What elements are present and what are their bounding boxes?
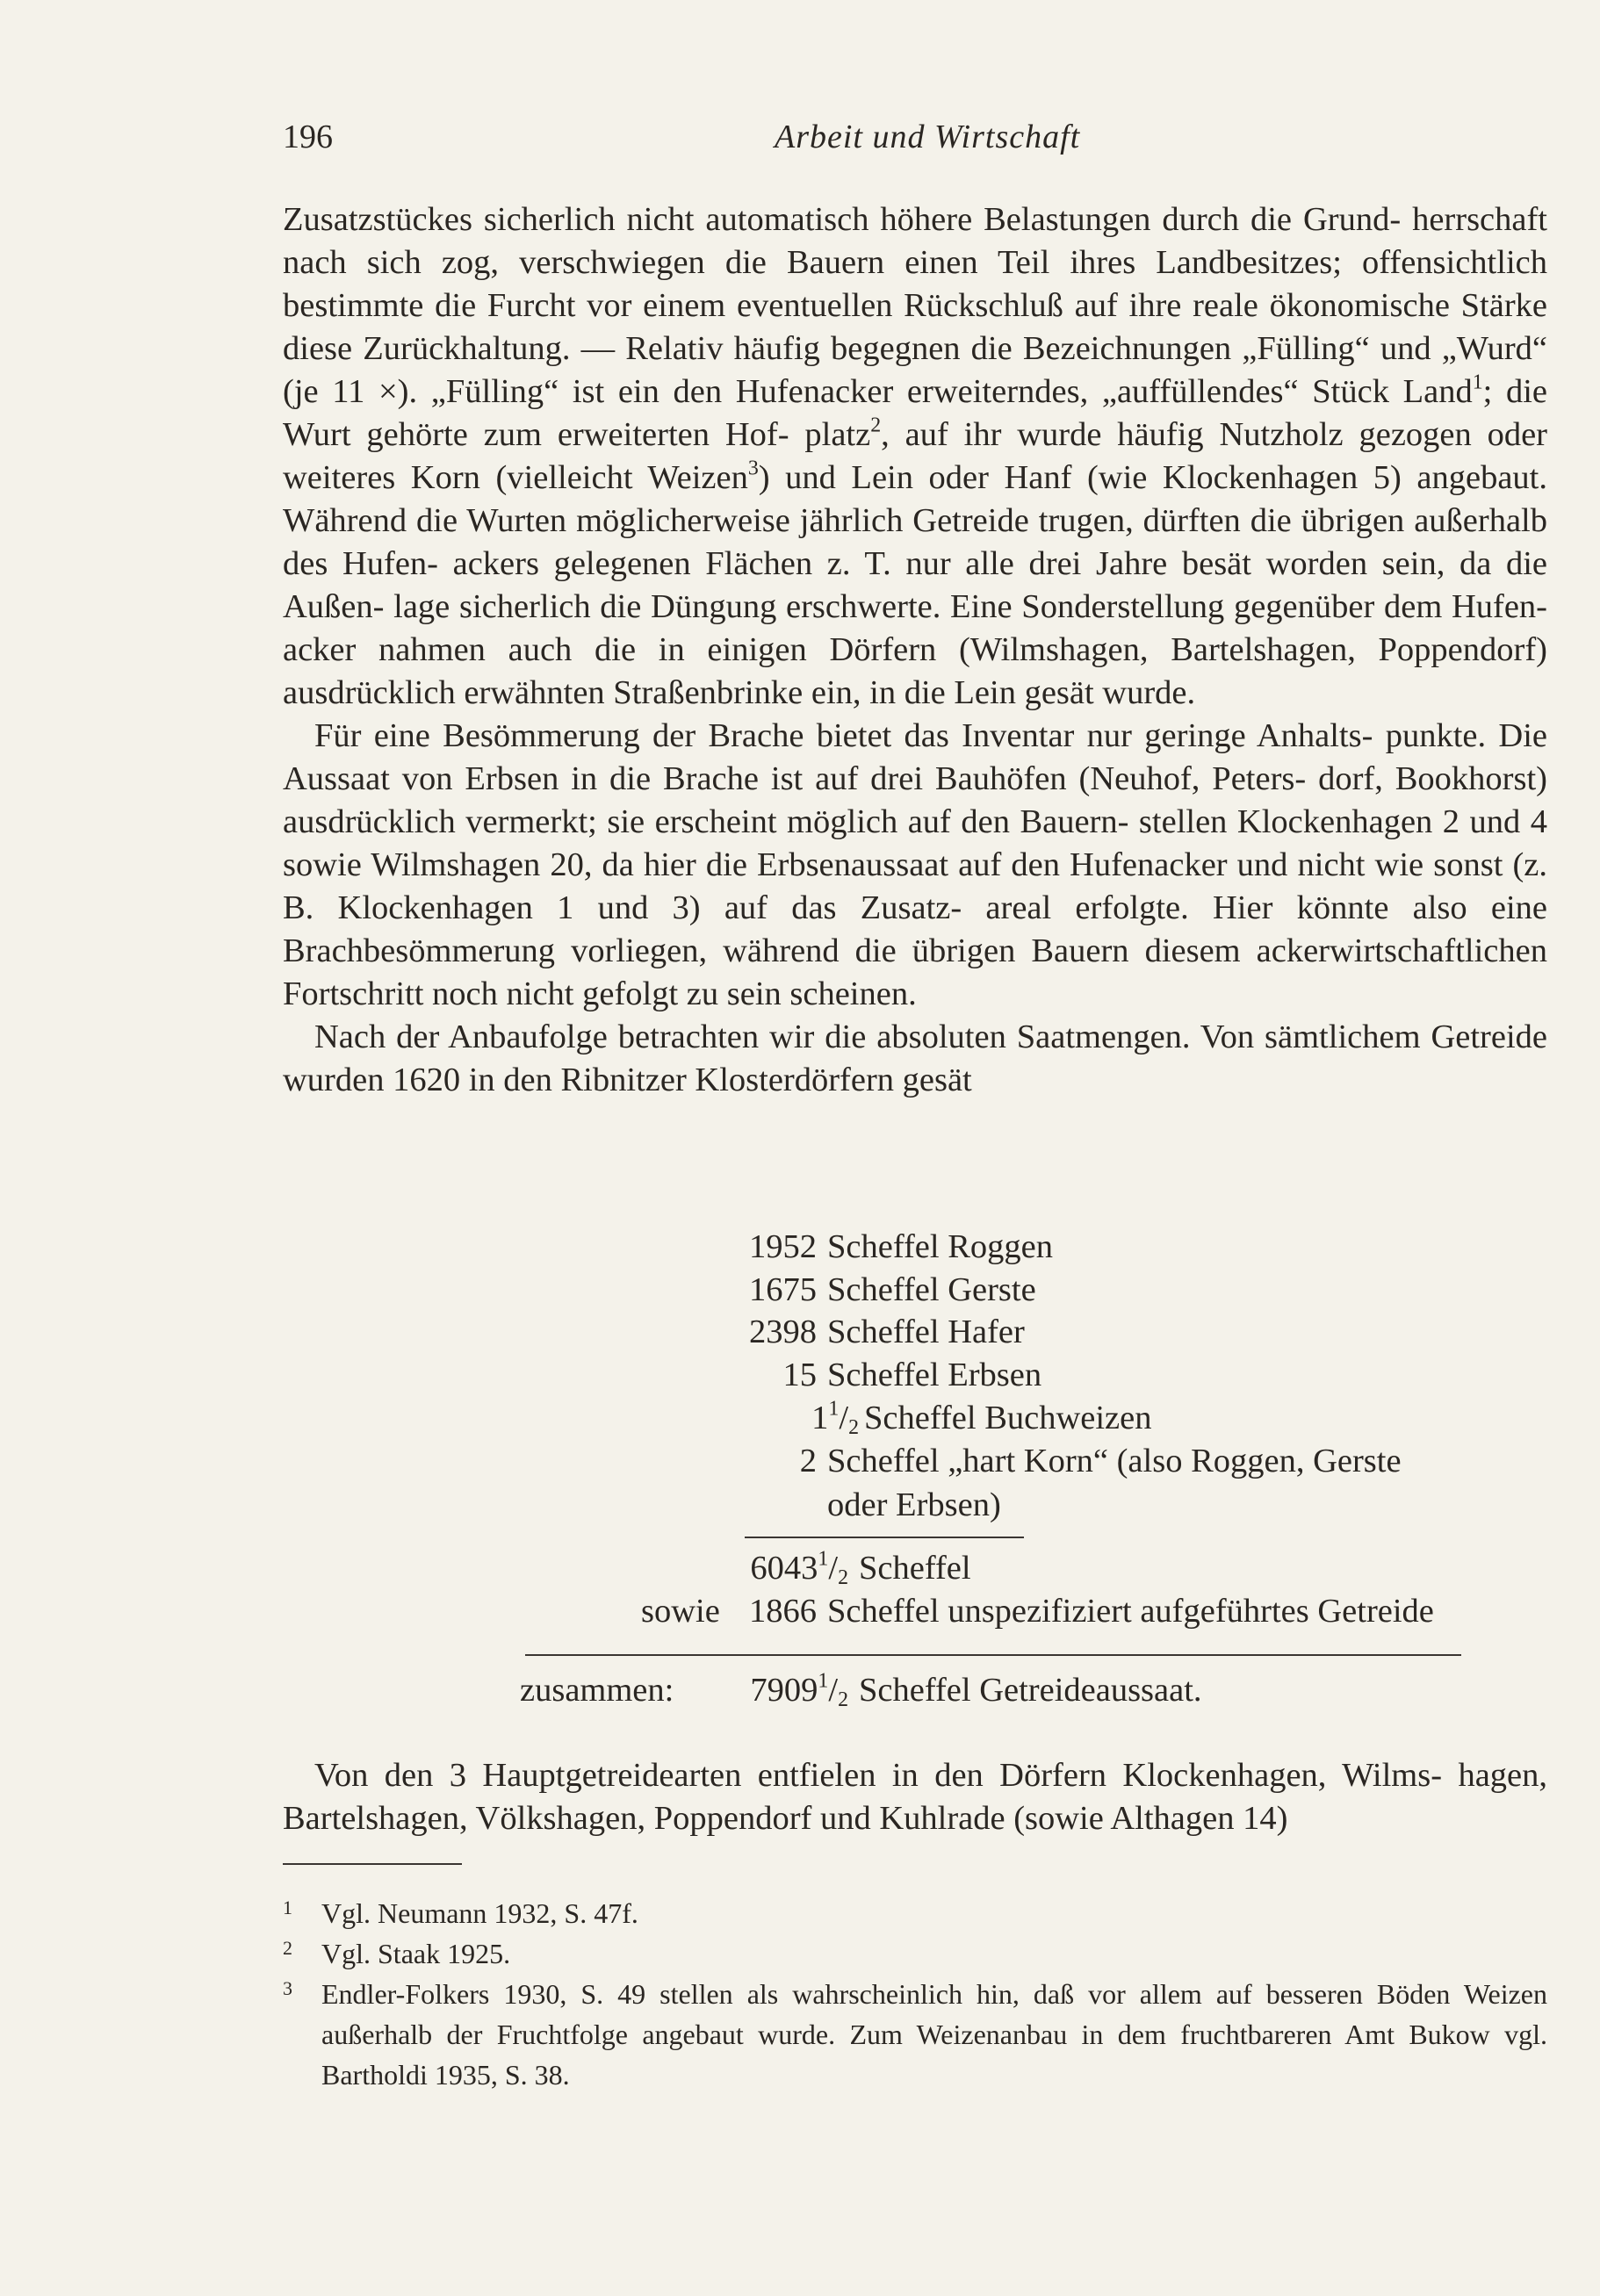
body-text (283, 198, 1547, 1102)
body-text-continued (283, 1754, 1547, 1840)
footnote-text: Vgl. Staak 1925. (321, 1938, 511, 1969)
running-head: Arbeit und Wirtschaft (775, 119, 1081, 155)
footnote-ref-1: 1 (1472, 371, 1483, 394)
book-page: 196 Arbeit und Wirtschaft Zusatzstückes sicherlich nicht automatisch höhere Belastungen durch die Grund- herrschaft nach sich zog, verschwiegen die Bauern einen Teil ihres Landbesitzes; offensichtlich bestimmte die Furcht vor einem eventuellen Rückschluß auf ihre reale ökonomische Stärke diese Zurückhaltung. — Relativ häufig begegnen die Bezeichnungen „Fülling“ und „Wurd“ (je 11 ×). „Fülling“ ist ein den Hufenacker erweiterndes, „auffüllendes“ Stück Land$^1$; die Wurt gehörte zum erweiterten Hof- platz$^2$, auf ihr wurde häufig Nutzholz gezogen oder weiteres Korn (vielleicht Weizen$^3$) und Lein oder Hanf (wie Klockenhagen 5) angebaut. Während die Wurten möglicherweise jährlich Getreide trugen, dürften die übrigen außerhalb des Hufen- ackers gelegenen Flächen z. T. nur alle drei Jahre besät worden sein, da die Außen- lage sicherlich die Düngung erschwerte. Eine Sonderstellung gegenüber dem Hufen- acker nahmen auch die in einigen Dörfern (Wilmshagen, Bartelshagen, Poppendorf) ausdrücklich erwähnten Straßenbrinke ein, in die Lein gesät wurde. Für eine Besömmerung der Brache bietet das Inventar nur geringe Anhalts- punkte. Die Aussaat von Erbsen in die Brache ist auf drei Bauhöfen (Neuhof, Peters- dorf, Bookhorst) ausdrücklich vermerkt; sie erscheint möglich auf den Bauern- stellen Klockenhagen 2 und 4 sowie Wilmshagen 20, da hier die Erbsenaussaat auf den Hufenacker und nicht wie sonst (z. B. Klockenhagen 1 und 3) auf das Zusatz- areal erfolgte. Hier könnte also eine Brachbesömmerung vorliegen, während die übrigen Bauern diesem ackerwirtschaftlichen Fortschritt noch nicht gefolgt zu sein scheinen. Nach der Anbaufolge betrachten wir die absoluten Saatmengen. Von sämtlichem Getreide wurden 1620 in den Ribnitzer Klosterdörfern gesät 1952 Scheffel Roggen 1675 Scheffel Gerste 2398 Scheffel Hafer 15 Scheffel Erbsen $1^1/_2$ Scheffel Buchweizen 2 Scheffel „hart Korn“ (also Roggen, Gerste oder Erbsen) $6043^1/_2$ Scheffel sowie 1866 Scheffel unspezifiziert aufgeführtes Getreide zusammen: $7909^1/_2$ Scheffel Getreideaussaat. Von den 3 Hauptgetreidearten entfielen in den Dörfern Klockenhagen, Wilms- hagen, Bartelshagen, Völkshagen, Poppendorf und Kuhlrade (sowie Althagen 14) 1 Vgl. Neumann 1932, S. 47f. 2 Vgl. Staak 1925. 3 Endler-Folkers 1930, S. 49 stellen als wahrscheinlich hin, daß vor allem auf besseren Böden Weizen außerhalb der Fruchtfolge angebaut wurde. Zum Weizenanbau in dem fruchtbareren Amt Bukow vgl. Bartholdi 1935, S. 38. (0, 0, 1600, 2296)
footnote (283, 1974, 1547, 2095)
footnote-text: Vgl. Neumann 1932, S. 47f. (321, 1897, 638, 1929)
footnote (283, 1893, 1547, 1933)
paragraph-1: Zusatzstückes sicherlich nicht automatisch höhere Belastungen durch die Grund- herrschaft nach sich zog, verschwiegen die Bauern einen Teil ihres Landbesitzes; offensichtlich bestimmte die Furcht vor einem eventuellen Rückschluß auf ihre reale ökonomische Stärke diese Zurückhaltung. — Relativ häufig begegnen die Bezeichnungen „Fülling“ und „Wurd“ (je 11 ×). „Fülling“ ist ein den Hufenacker erweiterndes, „auffüllendes“ Stück Land$^1$; die Wurt gehörte zum erweiterten Hof- platz$^2$, auf ihr wurde häufig Nutzholz gezogen oder weiteres Korn (vielleicht Weizen$^3$) und Lein oder Hanf (wie Klockenhagen 5) angebaut. Während die Wurten möglicherweise jährlich Getreide trugen, dürften die übrigen außerhalb des Hufen- ackers gelegenen Flächen z. T. nur alle drei Jahre besät worden sein, da die Außen- lage sicherlich die Düngung erschwerte. Eine Sonderstellung gegenüber dem Hufen- acker nahmen auch die in einigen Dörfern (Wilmshagen, Bartelshagen, Poppendorf) ausdrücklich erwähnten Straßenbrinke ein, in die Lein gesät wurde. (283, 201, 1548, 711)
subtotal-rule (745, 1537, 1024, 1538)
total-rule (525, 1654, 1461, 1656)
footnote-mark: 2 (283, 1937, 292, 1959)
paragraph-2: Für eine Besömmerung der Brache bietet das Inventar nur geringe Anhalts- punkte. Die Aussaat von Erbsen in die Brache ist auf drei Bauhöfen (Neuhof, Peters- dorf, Bookhorst) ausdrücklich vermerkt; sie erscheint möglich auf den Bauern- stellen Klockenhagen 2 und 4 sowie Wilmshagen 20, da hier die Erbsenaussaat auf den Hufenacker und nicht wie sonst (z. B. Klockenhagen 1 und 3) auf das Zusatz- areal erfolgte. Hier könnte also eine Brachbesömmerung vorliegen, während die übrigen Bauern diesem ackerwirtschaftlichen Fortschritt noch nicht gefolgt zu sein scheinen. (283, 717, 1547, 1012)
footnote-separator (283, 1863, 462, 1865)
footnote-mark: 3 (283, 1977, 292, 1999)
paragraph-3: Nach der Anbaufolge betrachten wir die absoluten Saatmengen. Von sämtlichem Getreide wurden 1620 in den Ribnitzer Klosterdörfern gesät (283, 1018, 1547, 1098)
footnote-ref-2: 2 (870, 414, 882, 437)
footnote (283, 1933, 1547, 1974)
footnote-text: Endler-Folkers 1930, S. 49 stellen als wahrscheinlich hin, daß vor allem auf besseren Böden Weizen außerhalb der Fruchtfolge angebaut wurde. Zum Weizenanbau in dem fruchtbareren Amt Bukow vgl. Bartholdi 1935, S. 38. (321, 1978, 1547, 2091)
footnotes (283, 1893, 1547, 2095)
page-number: 196 (283, 119, 333, 155)
footnote-mark: 1 (283, 1897, 292, 1918)
footnote-ref-3: 3 (747, 457, 759, 480)
page-header (283, 118, 1547, 160)
paragraph-4: Von den 3 Hauptgetreidearten entfielen in den Dörfern Klockenhagen, Wilms- hagen, Bartelshagen, Völkshagen, Poppendorf und Kuhlrade (sowie Althagen 14) (283, 1757, 1547, 1837)
